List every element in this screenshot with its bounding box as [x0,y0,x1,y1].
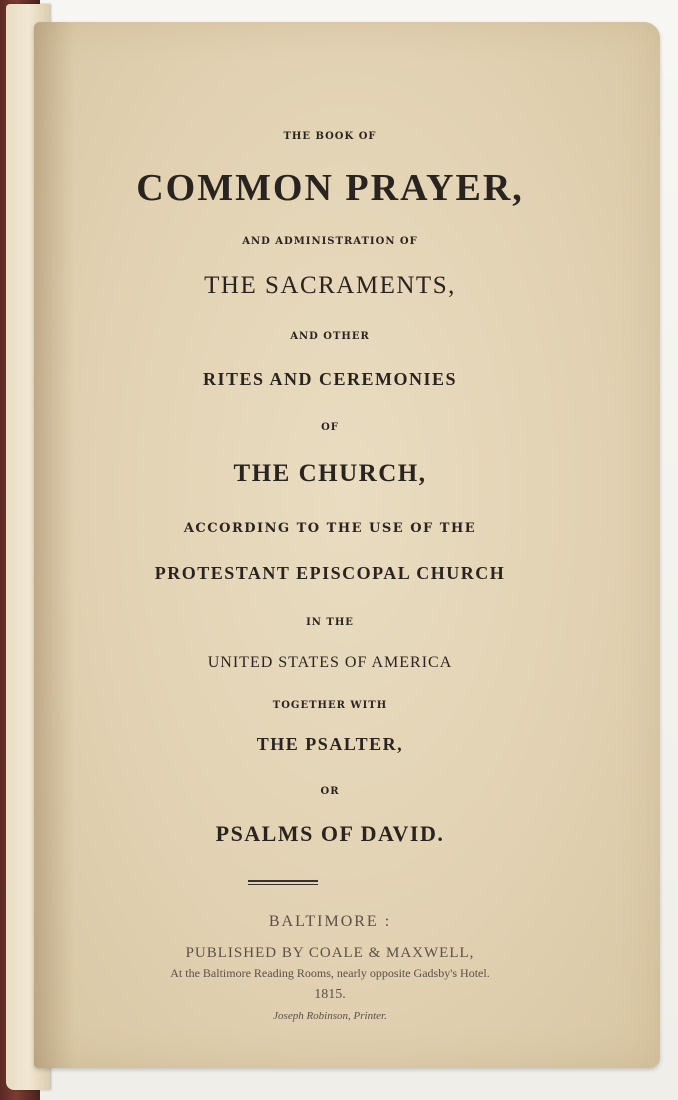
title-line-psalter: THE PSALTER, [256,734,404,754]
decorative-double-rule [248,880,318,886]
title-line-protestant: PROTESTANT EPISCOPAL CHURCH [154,563,506,583]
title-line-book-of: THE BOOK OF [283,131,377,142]
title-line-rites: RITES AND CEREMONIES [202,369,458,389]
title-line-sacraments: THE SACRAMENTS, [204,272,456,299]
imprint-year: 1815. [314,987,346,1002]
title-line-administration: AND ADMINISTRATION OF [242,236,418,247]
title-line-according: ACCORDING TO THE USE OF THE [183,521,477,536]
title-line-united-states: UNITED STATES OF AMERICA [207,654,453,671]
title-line-or: OR [320,786,340,797]
imprint-address: At the Baltimore Reading Rooms, nearly opposite Gadsby's Hotel. [170,966,490,980]
title-line-of: OF [321,422,339,433]
title-page-text [40,0,620,1100]
title-line-together: TOGETHER WITH [272,700,388,711]
title-line-and-other: AND OTHER [290,331,370,342]
title-line-in-the: IN THE [306,617,354,628]
imprint-printer: Joseph Robinson, Printer. [273,1010,387,1022]
title-main: COMMON PRAYER, [136,167,524,209]
imprint-publisher: PUBLISHED BY COALE & MAXWELL, [185,945,475,961]
title-line-church: THE CHURCH, [233,460,427,487]
title-line-psalms: PSALMS OF DAVID. [215,821,445,846]
imprint-city: BALTIMORE : [268,913,392,930]
